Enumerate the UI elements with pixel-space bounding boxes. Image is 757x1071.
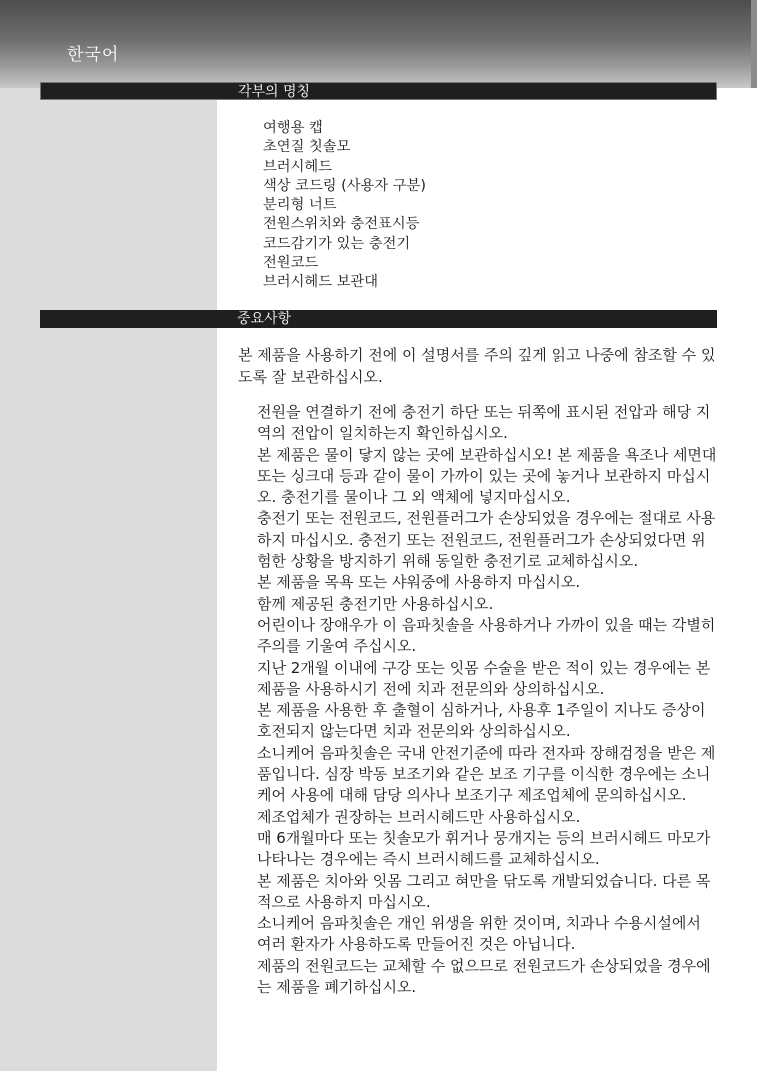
section-title-important: 중요사항 (237, 311, 292, 327)
warning-item: 지난 2개월 이내에 구강 또는 잇몸 수술을 받은 적이 있는 경우에는 본 제품을 사용하시기 전에 치과 전문의와 상의하십시오. (257, 658, 711, 698)
warning-item: 소니케어 음파칫솔은 개인 위생을 위한 것이며, 치과나 수용시설에서 여러 환자가 사용하도록 만들어진 것은 아닙니다. (257, 914, 701, 954)
warning-item: 매 6개월마다 또는 칫솔모가 휘거나 뭉개지는 등의 브러시헤드 마모가 나타나는 경우에는 즉시 브러시헤드를 교체하십시오. (257, 828, 711, 869)
left-margin-panel (0, 88, 217, 1071)
warning-item: 소니케어 음파칫솔은 국내 안전기준에 따라 전자파 장해검정을 받은 제품입니다. 심장 박동 보조기와 같은 보조 기구를 이식한 경우에는 소니케어 사용에 대해 담당 의사나 보조기구 제조업체에 문의하십시오. (257, 743, 716, 805)
parts-item: 전원코드 (263, 255, 319, 272)
warning-item: 제조업체가 권장하는 브러시헤드만 사용하십시오. (257, 807, 581, 826)
warning-item: 본 제품은 물이 닿지 않는 곳에 보관하십시오! 본 제품을 욕조나 세면대 또는 싱크대 등과 같이 물이 가까이 있는 곳에 놓거나 보관하지 마십시오. 충전기를 물이나 그 외 액체에 넣지마십시오. (257, 445, 717, 507)
parts-list (263, 119, 426, 293)
warning-item: 어린이나 장애우가 이 음파칫솔을 사용하거나 가까이 있을 때는 각별히 주의를 기울여 주십시오. (257, 615, 716, 656)
section-title-parts: 각부의 명칭 (238, 84, 311, 100)
warning-item: 본 제품을 사용한 후 출혈이 심하거나, 사용후 1주일이 지나도 증상이 호전되지 않는다면 치과 전문의와 상의하십시오. (257, 701, 706, 741)
language-label: 한국어 (67, 45, 120, 65)
section-heading-parts (40, 82, 717, 100)
warning-item: 전원을 연결하기 전에 충전기 하단 또는 뒤쪽에 표시된 전압과 해당 지역의 전압이 일치하는지 확인하십시오. (257, 403, 711, 443)
warning-item: 충전기 또는 전원코드, 전원플러그가 손상되었을 경우에는 절대로 사용하지 마십시오. 충전기 또는 전원코드, 전원플러그가 손상되었다면 위험한 상황을 방지하기 위해 동일한 충전기로 교체하십시오. (257, 509, 716, 571)
intro-paragraph: 본 제품을 사용하기 전에 이 설명서를 주의 깊게 읽고 나중에 참조할 수 있도록 잘 보관하십시오. (238, 346, 716, 386)
parts-item: 여행용 캡 (263, 120, 323, 136)
section-heading-important (40, 310, 717, 328)
parts-item: 색상 코드링 (사용자 구분) (263, 177, 426, 194)
parts-item: 코드감기가 있는 충전기 (263, 235, 411, 252)
warning-item: 제품의 전원코드는 교체할 수 없으므로 전원코드가 손상되었을 경우에는 제품을 폐기하십시오. (257, 956, 711, 997)
parts-item: 브러시헤드 (263, 158, 333, 175)
warning-item: 함께 제공된 충전기만 사용하십시오. (257, 594, 494, 613)
warning-item: 본 제품을 목욕 또는 샤워중에 사용하지 마십시오. (257, 573, 581, 592)
warnings-list (257, 402, 717, 998)
parts-item: 초연질 칫솔모 (263, 139, 351, 156)
parts-item: 분리형 너트 (263, 197, 337, 214)
page-edge-tab (751, 0, 757, 88)
warning-item: 본 제품은 치아와 잇몸 그리고 혀만을 닦도록 개발되었습니다. 다른 목적으로 사용하지 마십시오. (257, 871, 711, 911)
parts-item: 전원스위치와 충전표시등 (263, 216, 420, 233)
parts-item: 브러시헤드 보관대 (263, 274, 379, 291)
